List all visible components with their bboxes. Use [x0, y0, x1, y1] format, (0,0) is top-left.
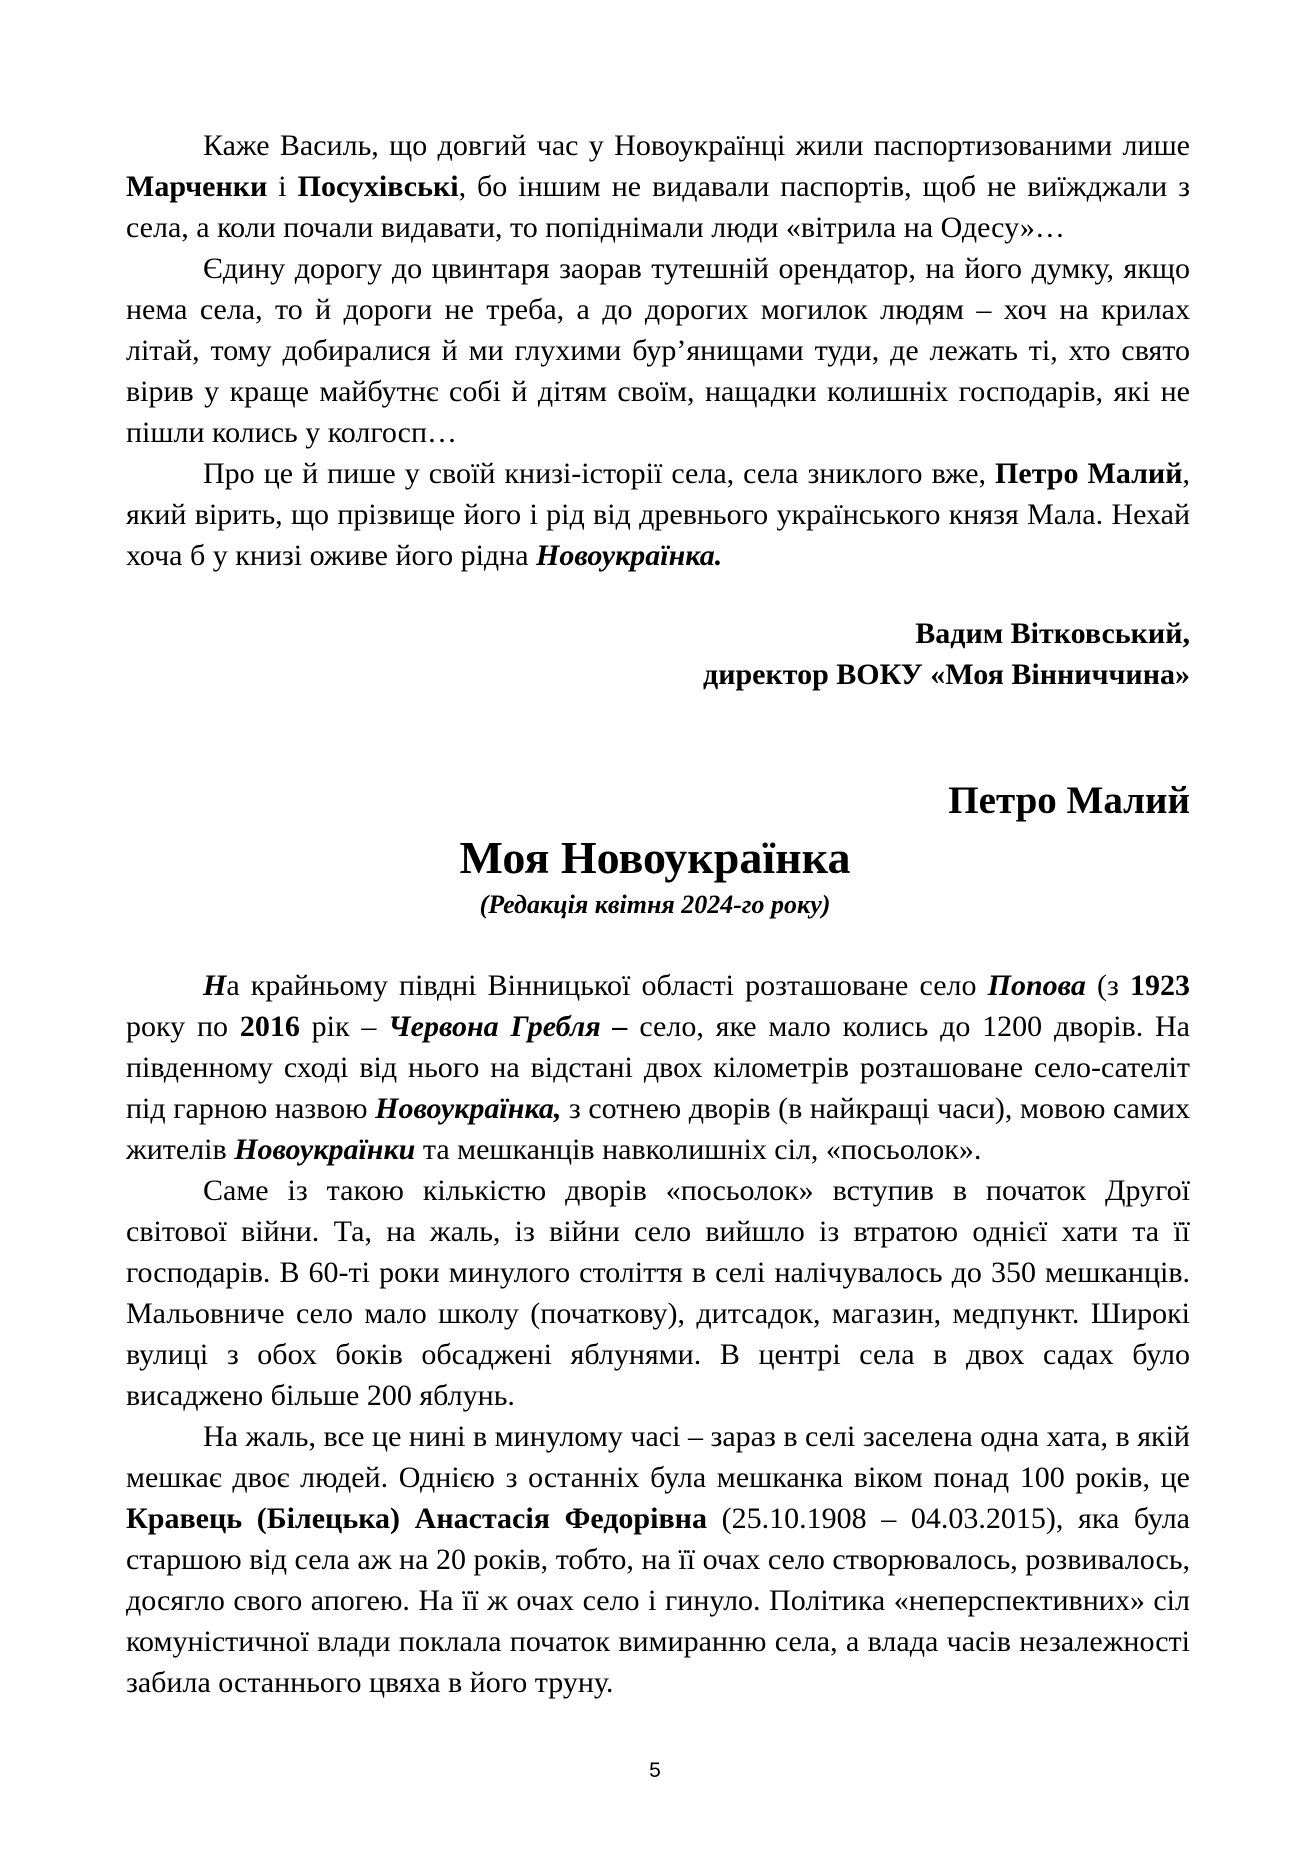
- author-name-inline: Петро Малий: [995, 457, 1183, 490]
- page-title: Моя Новоукраїнка: [459, 832, 851, 883]
- edition-subtitle: (Редакція квітня 2024-го року): [479, 890, 831, 919]
- resident-name: Кравець (Білецька) Анастасія Федорівна: [126, 1502, 707, 1535]
- surname-marchenky: Марченки: [126, 170, 268, 203]
- village-popova: Попова: [987, 969, 1086, 1002]
- signature-role: директор ВОКУ «Моя Вінниччина»: [703, 658, 1190, 691]
- body-paragraph-2: Саме із такою кількістю дворів «посьолок» вступив в початок Другої світової війни. Та, на жаль, із війни село вийшло із втратою однієї хати та її господарів. В 60-ті роки минулого століття в селі налічувалось до 350 мешканців. Мальовниче село мало школу (початкову), дитсадок, магазин, медпункт. Широкі вулиці з обох боків обсаджені яблунями. В центрі села в двох садах було висаджено більше 200 яблунь.: [126, 1174, 1190, 1412]
- year-2016: 2016: [239, 1010, 300, 1043]
- surname-posukhivski: Посухівські: [297, 170, 459, 203]
- intro-paragraph-1: Каже Василь, що довгий час у Новоукраїнці жили паспортизованими лише Марченки і Посухівські, бо іншим не видавали паспортів, щоб не виїжджали з села, а коли почали видавати, то попіднімали люди «вітрила на Одесу»…: [126, 129, 1190, 244]
- initial-letter: Н: [203, 969, 227, 1002]
- village-novoukrainka: Новоукраїнка,: [375, 1092, 562, 1125]
- main-text: [126, 965, 1190, 1703]
- intro-text: [126, 125, 1190, 576]
- year-1923: 1923: [1130, 969, 1191, 1002]
- author-heading: Петро Малий: [948, 779, 1190, 822]
- body-paragraph-1: На крайньому півдні Вінницької області розташоване село Попова (з 1923 року по 2016 рік – Червона Гребля – село, яке мало колись до 1200 дворів. На південному сході від нього на відстані двох кілометрів розташоване село-сателіт під гарною назвою Новоукраїнка, з сотнею дворів (в найкращі часи), мовою самих жителів Новоукраїнки та мешканців навколишніх сіл, «посьолок».: [126, 969, 1191, 1166]
- village-name-inline: Новоукраїнка.: [536, 539, 723, 572]
- village-chervona-hreblia: Червона Гребля –: [388, 1010, 628, 1043]
- body-paragraph-3: На жаль, все це нині в минулому часі – зараз в селі заселена одна хата, в якій мешкає двоє людей. Однією з останніх була мешканка віком понад 100 років, це Кравець (Білецька) Анастасія Федорівна (25.10.1908 – 04.03.2015), яка була старшою від села аж на 20 років, тобто, на її очах село створювалось, розвивалось, досягло свого апогею. На її ж очах село і гинуло. Політика «неперспективних» сіл комуністичної влади поклала початок вимиранню села, а влада часів незалежності забила останнього цвяха в його труну.: [126, 1420, 1190, 1699]
- intro-paragraph-3: Про це й пише у своїй книзі-історії села, села зниклого вже, Петро Малий, який вірить, що прізвище його і рід від древнього українського князя Мала. Нехай хоча б у книзі оживе його рідна Новоукраїнка.: [126, 457, 1190, 572]
- intro-paragraph-2: Єдину дорогу до цвинтаря заорав тутешній орендатор, на його думку, якщо нема села, то й дороги не треба, а до дорогих могилок людям – хоч на крилах літай, тому добиралися й ми глухими бур’янищами туди, де лежать ті, хто свято вірив у краще майбутнє собі й дітям своїм, нащадки колишніх господарів, які не пішли колись у колгосп…: [126, 252, 1190, 449]
- page-number: 5: [649, 1759, 661, 1782]
- village-novoukrainky: Новоукраїнки: [234, 1133, 416, 1166]
- signature-name: Вадим Вітковський,: [915, 617, 1190, 650]
